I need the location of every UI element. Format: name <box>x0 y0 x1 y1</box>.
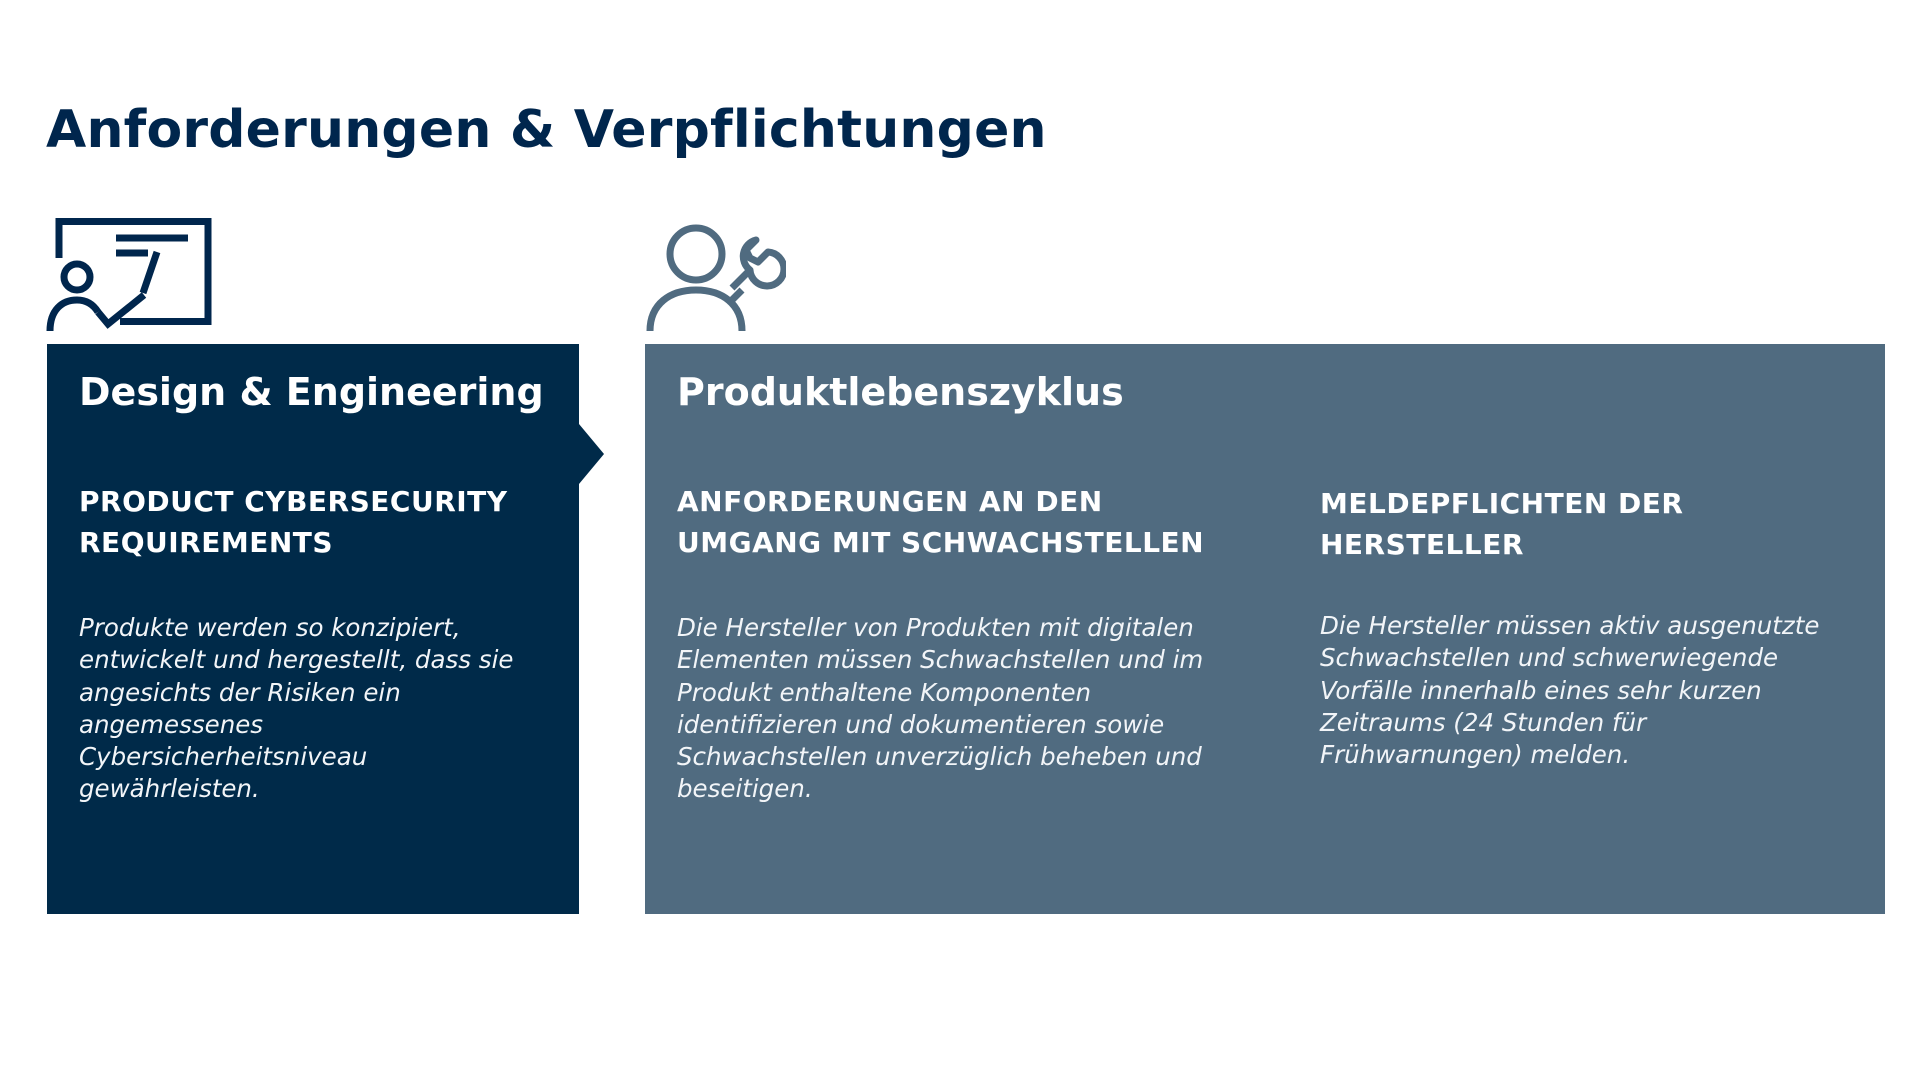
product-lifecycle-panel <box>645 344 1885 914</box>
reporting-obligations-description: Die Hersteller müssen aktiv ausgenutzte Schwachstellen und schwerwiegende Vorfälle innerhalb eines sehr kurzen Zeitraums (24 Stunden für Frühwarnungen) melden. <box>1320 611 1820 770</box>
page-title: Anforderungen & Verpflichtungen <box>46 100 1047 160</box>
product-lifecycle-heading: Produktlebenszyklus <box>677 370 1124 414</box>
vulnerability-handling-description: Die Hersteller von Produkten mit digitalen Elementen müssen Schwachstellen und im Produkt enthaltene Komponenten identifizieren und dokumentieren sowie Schwachstellen unverzüglich beheben und beseitigen. <box>677 613 1204 804</box>
reporting-obligations-heading: MELDEPFLICHTEN DER HERSTELLER <box>1320 487 1684 561</box>
person-with-wrench-icon <box>646 222 786 332</box>
product-cybersecurity-requirements-heading: PRODUCT CYBERSECURITY REQUIREMENTS <box>79 485 508 559</box>
person-with-whiteboard-icon <box>46 218 212 332</box>
design-engineering-panel <box>47 344 579 914</box>
panel-arrow <box>579 424 604 484</box>
vulnerability-handling-heading: ANFORDERUNGEN AN DEN UMGANG MIT SCHWACHSTELLEN <box>677 485 1205 559</box>
design-engineering-description: Produkte werden so konzipiert, entwickelt und hergestellt, dass sie angesichts der Risiken ein angemessenes Cybersicherheitsniveau gewährleisten. <box>79 613 514 804</box>
design-engineering-heading: Design & Engineering <box>79 370 544 414</box>
